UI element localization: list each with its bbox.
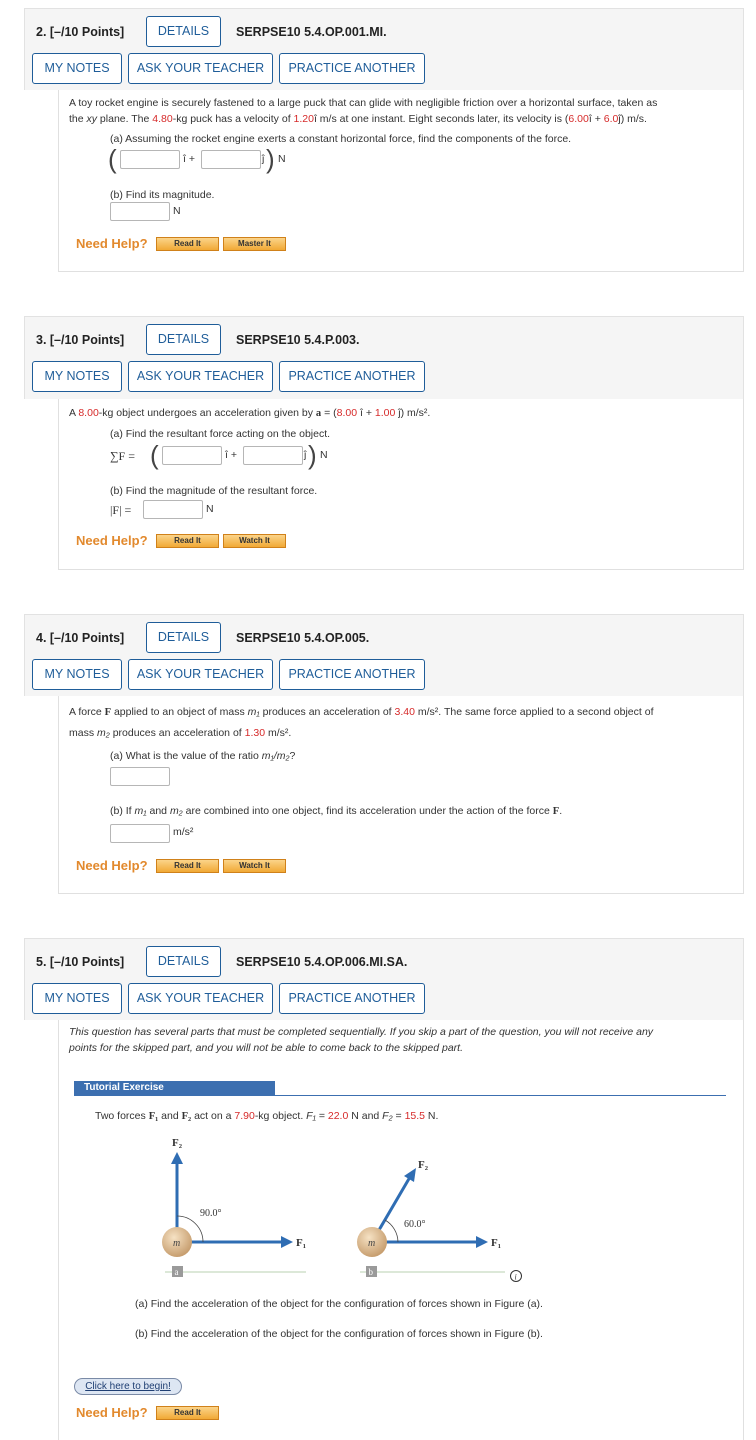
fig-b-f1-arrowhead: [476, 1236, 488, 1248]
q3-magnitude-input[interactable]: [143, 500, 203, 519]
q5-f2-value: 15.5: [404, 1110, 425, 1122]
force-vector: F: [104, 707, 112, 718]
practice-another-button[interactable]: PRACTICE ANOTHER: [279, 983, 425, 1014]
q2-velocity-1: 1.20: [293, 113, 314, 125]
question-5-header: [24, 938, 744, 1020]
q5-f1-value: 22.0: [327, 1110, 349, 1122]
q2-unit-N-b: N: [173, 205, 181, 217]
q2-magnitude-input[interactable]: [110, 202, 170, 221]
click-here-to-begin-button[interactable]: Click here to begin!: [74, 1378, 182, 1395]
q5-note-line-1: This question has several parts that must be completed sequentially. If you skip a part of the question, you will not receive any: [69, 1026, 654, 1038]
my-notes-button[interactable]: MY NOTES: [32, 659, 122, 690]
question-2-header: [24, 8, 744, 90]
question-3-title: 3. [–/10 Points]: [36, 333, 125, 347]
need-help-label: Need Help?: [76, 533, 148, 548]
details-button[interactable]: DETAILS: [146, 324, 221, 355]
tutorial-exercise-bar: Tutorial Exercise: [74, 1081, 275, 1095]
q3-paren-close: ): [308, 440, 317, 470]
question-4-title: 4. [–/10 Points]: [36, 631, 125, 645]
practice-another-button[interactable]: PRACTICE ANOTHER: [279, 53, 425, 84]
practice-another-button[interactable]: PRACTICE ANOTHER: [279, 361, 425, 392]
q2-text-line-1: A toy rocket engine is securely fastened to a large puck that can glide with negligible friction over a horizontal surface, taken as: [69, 97, 658, 109]
q5-note-line-2: points for the skipped part, and you will not be able to come back to the skipped part.: [69, 1042, 463, 1054]
fig-b-angle-label: 60.0°: [404, 1219, 426, 1230]
read-it-button[interactable]: Read It: [156, 237, 219, 251]
q2-mass-value: 4.80: [152, 113, 173, 125]
q4-unit-ms2: m/s²: [173, 826, 194, 838]
my-notes-button[interactable]: MY NOTES: [32, 361, 122, 392]
q2-paren-open: (: [108, 144, 117, 174]
fig-b-angle-arc: [385, 1220, 398, 1242]
fig-a-f1-label: F₁: [296, 1237, 307, 1249]
need-help-label: Need Help?: [76, 236, 148, 251]
fig-a-tag-label: a: [174, 1267, 179, 1277]
fig-a-f1-arrowhead: [281, 1236, 293, 1248]
master-it-button[interactable]: Master It: [223, 237, 286, 251]
my-notes-button[interactable]: MY NOTES: [32, 983, 122, 1014]
question-3-header: [24, 316, 744, 399]
details-button[interactable]: DETAILS: [146, 622, 221, 653]
q5-mass-value: 7.90: [234, 1110, 255, 1122]
q4-part-b: (b) If m₁ and m₂ are combined into one object, find its acceleration under the action of the force F.: [110, 805, 563, 817]
fig-b-tag-label: b: [368, 1267, 373, 1277]
q4-acc2-value: 1.30: [244, 727, 266, 739]
need-help-label: Need Help?: [76, 858, 148, 873]
question-5-code: SERPSE10 5.4.OP.006.MI.SA.: [236, 955, 408, 969]
question-4-code: SERPSE10 5.4.OP.005.: [236, 631, 370, 645]
force-diagram: [0, 1130, 756, 1290]
q4-part-a: (a) What is the value of the ratio m₁/m₂?: [110, 750, 296, 762]
info-icon-label: i: [514, 1272, 517, 1282]
q3-sum-force-label: ∑F =: [110, 449, 135, 463]
read-it-button[interactable]: Read It: [156, 534, 219, 548]
ask-your-teacher-button[interactable]: ASK YOUR TEACHER: [128, 659, 273, 690]
fig-b-f1-label: F₁: [491, 1237, 502, 1249]
q5-part-a: (a) Find the acceleration of the object for the configuration of forces shown in Figure (a).: [135, 1298, 543, 1310]
ask-your-teacher-button[interactable]: ASK YOUR TEACHER: [128, 53, 273, 84]
fig-a-angle-label: 90.0°: [200, 1208, 222, 1219]
q2-part-a: (a) Assuming the rocket engine exerts a constant horizontal force, find the components of the force.: [110, 133, 572, 145]
q3-i-hat: î +: [225, 449, 237, 461]
fig-a-mass-label: m: [173, 1238, 181, 1249]
tutorial-divider: [74, 1095, 726, 1096]
q2-text-line-2: the xy plane. The 4.80-kg puck has a velocity of 1.20î m/s at one instant. Eight seconds later, its velocity is (6.00î + 6.0ĵ) m/s.: [69, 113, 647, 125]
q2-i-hat: î +: [183, 153, 195, 165]
q2-force-i-input[interactable]: [120, 150, 180, 169]
q4-acceleration-input[interactable]: [110, 824, 170, 843]
fig-b-f2-label: F₂: [418, 1159, 429, 1171]
q4-ratio-input[interactable]: [110, 767, 170, 786]
question-2-title: 2. [–/10 Points]: [36, 25, 125, 39]
q3-part-a: (a) Find the resultant force acting on the object.: [110, 428, 331, 440]
read-it-button[interactable]: Read It: [156, 859, 219, 873]
details-button[interactable]: DETAILS: [146, 946, 221, 977]
watch-it-button[interactable]: Watch It: [223, 859, 286, 873]
q3-force-i-input[interactable]: [162, 446, 222, 465]
q3-force-j-input[interactable]: [243, 446, 303, 465]
practice-another-button[interactable]: PRACTICE ANOTHER: [279, 659, 425, 690]
q5-part-b: (b) Find the acceleration of the object for the configuration of forces shown in Figure (b).: [135, 1328, 543, 1340]
question-2-code: SERPSE10 5.4.OP.001.MI.: [236, 25, 387, 39]
q3-mass-value: 8.00: [78, 407, 99, 419]
q3-unit-N: N: [320, 449, 328, 461]
need-help-label: Need Help?: [76, 1405, 148, 1420]
q3-magnitude-label: |F| =: [110, 503, 132, 517]
fig-a-f2-arrowhead: [171, 1152, 183, 1164]
q2-part-b: (b) Find its magnitude.: [110, 189, 215, 201]
q3-text-line-1: A 8.00-kg object undergoes an acceleration given by a = (8.00 î + 1.00 ĵ) m/s².: [69, 407, 431, 419]
watch-it-button[interactable]: Watch It: [223, 534, 286, 548]
ask-your-teacher-button[interactable]: ASK YOUR TEACHER: [128, 361, 273, 392]
q4-text-line-1: A force F applied to an object of mass m₁ produces an acceleration of 3.40 m/s². The same force applied to a second object of: [69, 706, 654, 718]
question-3-code: SERPSE10 5.4.P.003.: [236, 333, 360, 347]
q2-force-j-input[interactable]: [201, 150, 261, 169]
q2-unit-N: N: [278, 153, 286, 165]
q2-paren-close: ): [266, 144, 275, 174]
q3-paren-open: (: [150, 440, 159, 470]
q3-part-b: (b) Find the magnitude of the resultant force.: [110, 485, 318, 497]
q4-text-line-2: mass m₂ produces an acceleration of 1.30 m/s².: [69, 727, 292, 739]
q5-text-line-1: Two forces F₁ and F₂ act on a 7.90-kg object. F₁ = 22.0 N and F₂ = 15.5 N.: [95, 1110, 439, 1122]
fig-b-mass-label: m: [368, 1238, 376, 1249]
acceleration-vector: a: [315, 408, 322, 419]
q3-j-hat: ĵ: [304, 449, 307, 461]
question-5-title: 5. [–/10 Points]: [36, 955, 125, 969]
fig-a-f2-label: F₂: [172, 1137, 183, 1149]
q2-j-hat: ĵ: [262, 153, 265, 165]
ask-your-teacher-button[interactable]: ASK YOUR TEACHER: [128, 983, 273, 1014]
read-it-button[interactable]: Read It: [156, 1406, 219, 1420]
my-notes-button[interactable]: MY NOTES: [32, 53, 122, 84]
q3-unit-N-b: N: [206, 503, 214, 515]
details-button[interactable]: DETAILS: [146, 16, 221, 47]
q4-acc1-value: 3.40: [394, 706, 415, 718]
question-4-header: [24, 614, 744, 696]
